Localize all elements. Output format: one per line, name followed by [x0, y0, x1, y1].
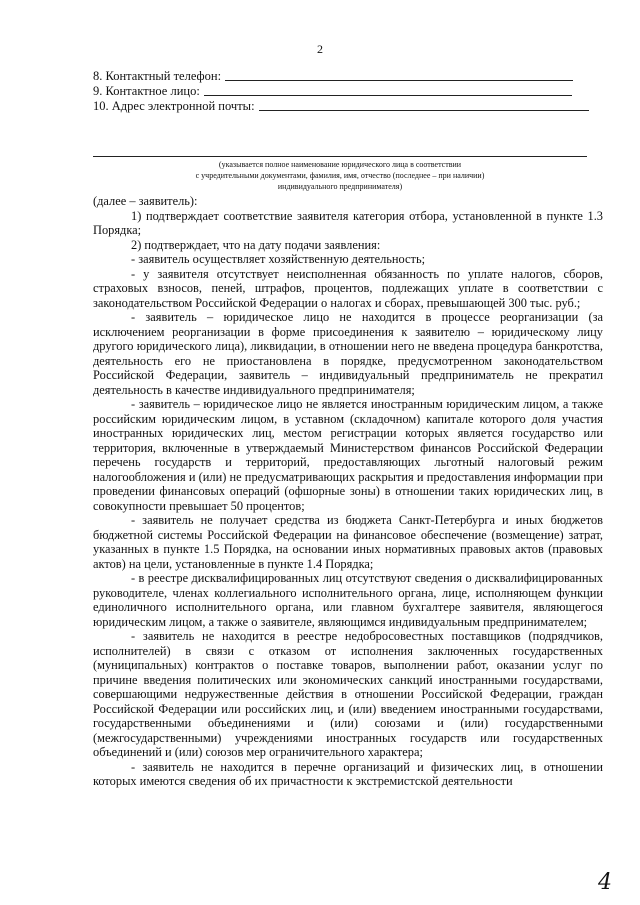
paragraph-disqualified-persons: - в реестре дисквалифицированных лиц отсутствуют сведения о дисквалифицированных руководителе, членах коллегиального исполнительного органа, лице, исполняющем функции единоличного исполнительного органа, или главном бухгалтере заявителя, являющегося юридическим лицом, а также о заявителе, являющимся индивидуальным предпринимателем;: [93, 571, 603, 629]
paragraph-budget-funds: - заявитель не получает средства из бюджета Санкт-Петербурга и иных бюджетов бюджетной системы Российской Федерации на финансовое обеспечение (возмещение) затрат, указанных в пункте 1.5 Порядка, на основании иных нормативных правовых актов (правовых актов) на цели, установленные в пункте 1.4 Порядка;: [93, 513, 603, 571]
email-blank: [259, 109, 589, 111]
paragraph-item-1: 1) подтверждает соответствие заявителя категория отбора, установленной в пункте 1.3 Порядка;: [93, 208, 603, 237]
contact-phone-blank: [225, 79, 573, 81]
contact-phone-field: [93, 69, 573, 84]
email-field: [93, 99, 589, 114]
paragraph-unfair-suppliers: - заявитель не находится в реестре недобросовестных поставщиков (подрядчиков, исполнителей) в связи с отказом от исполнения заключенных государственных (муниципальных) контрактов о поставке товаров, выполнении работ, оказании услуг по причине введения политических или экономических санкций иностранными государствами, совершающими недружественные действия в отношении Российской Федерации, граждан Российской Федерации или российских лиц, и (или) введением иностранными государствами, государственными объединениями и (или) союзами и (или) государственными (межгосударственными) учреждениями иностранных государств или государственных объединений и (или) союзов мер ограничительного характера;: [93, 629, 603, 759]
paragraph-tax-debt: - у заявителя отсутствует неисполненная обязанность по уплате налогов, сборов, страховых взносов, пеней, штрафов, процентов, подлежащих уплате в соответствии с законодательством Российской Федерации о налогах и сборах, превышающей 300 тыс. руб.;: [93, 266, 603, 310]
contact-phone-label: 8. Контактный телефон:: [93, 69, 222, 83]
handwritten-page-mark: 4: [598, 870, 612, 895]
note-line-1: (указывается полное наименование юридического лица в соответствии: [218, 160, 462, 169]
contact-person-blank: [204, 94, 572, 96]
note-line-2: с учредительными документами, фамилия, имя, отчество (последнее – при наличии): [195, 171, 485, 180]
paragraph-extremism: - заявитель не находится в перечне организаций и физических лиц, в отношении которых имеются сведения об их причастности к экстремистской деятельности: [93, 759, 603, 788]
paragraph-hereinafter: (далее – заявитель):: [93, 194, 198, 208]
contact-person-field: [93, 84, 572, 99]
applicant-name-note: [93, 159, 587, 192]
applicant-name-line: [93, 156, 587, 157]
paragraph-economic-activity: - заявитель осуществляет хозяйственную деятельность;: [131, 252, 426, 266]
contact-person-label: 9. Контактное лицо:: [93, 84, 200, 98]
paragraph-reorganization: - заявитель – юридическое лицо не находится в процессе реорганизации (за исключением реорганизации в форме присоединения к заявителю – юридическому лицу другого юридического лица), ликвидации, в отношении него не введена процедура банкротства, деятельность его не приостановлена в порядке, предусмотренном законодательством Российской Федерации, заявитель – индивидуальный предприниматель не прекратил деятельность в качестве индивидуального предпринимателя;: [93, 310, 603, 397]
paragraph-foreign-entity: - заявитель – юридическое лицо не является иностранным юридическим лицом, а также российским юридическим лицом, в уставном (складочном) капитале которого доля участия иностранных юридических лиц, местом регистрации которых является государство или территория, включенные в утверждаемый Министерством финансов Российской Федерации перечень государств и территорий, предоставляющих льготный налоговый режим налогообложения и (или) не предусматривающих раскрытия и предоставления информации при проведении финансовых операций (офшорные зоны) в отношении таких юридических лиц, в совокупности превышает 50 процентов;: [93, 397, 603, 513]
page-number: 2: [317, 42, 323, 56]
note-line-3: индивидуального предпринимателя): [277, 182, 403, 191]
paragraph-item-2: 2) подтверждает, что на дату подачи заявления:: [131, 237, 381, 252]
document-body: [93, 194, 603, 789]
email-label: 10. Адрес электронной почты:: [93, 99, 255, 113]
